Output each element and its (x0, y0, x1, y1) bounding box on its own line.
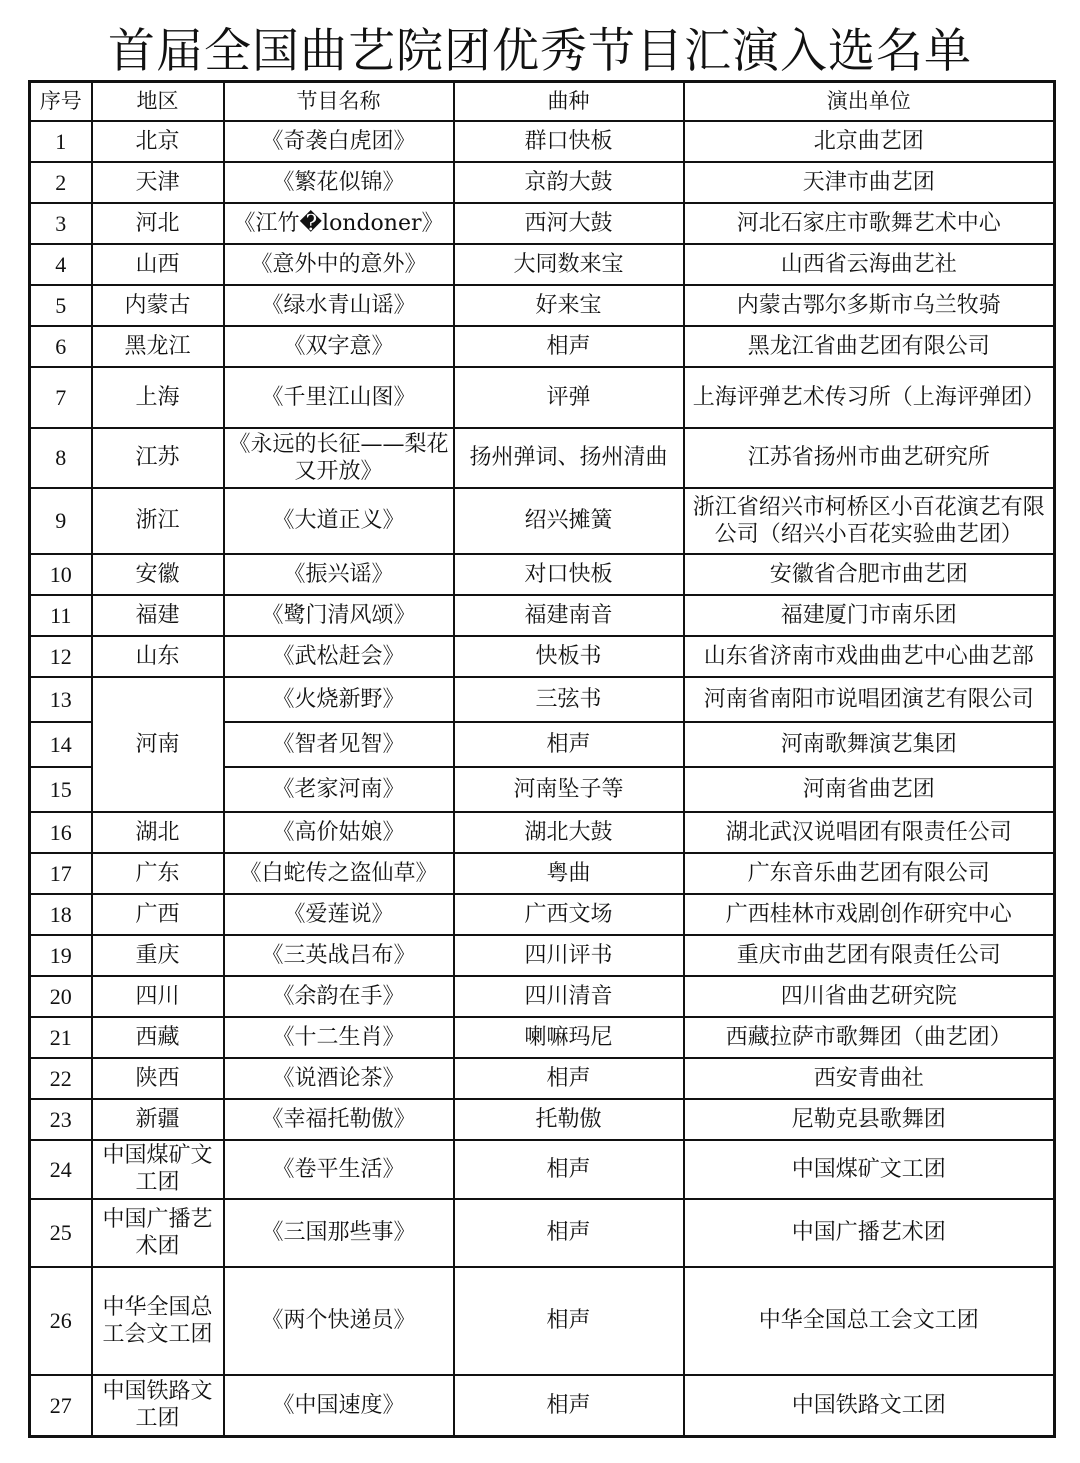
cell-unit: 西安青曲社 (684, 1058, 1055, 1099)
cell-unit: 黑龙江省曲艺团有限公司 (684, 326, 1055, 367)
cell-unit: 福建厦门市南乐团 (684, 595, 1055, 636)
table-row (30, 326, 1055, 367)
cell-unit: 广东音乐曲艺团有限公司 (684, 853, 1055, 894)
table-row (30, 162, 1055, 203)
cell-genre: 京韵大鼓 (454, 162, 684, 203)
cell-genre: 相声 (454, 1267, 684, 1375)
header-row (30, 82, 1055, 121)
cell-region: 山东 (92, 636, 224, 677)
cell-seq: 6 (30, 326, 92, 367)
cell-region: 四川 (92, 976, 224, 1017)
cell-unit: 西藏拉萨市歌舞团（曲艺团） (684, 1017, 1055, 1058)
cell-unit: 中国铁路文工团 (684, 1375, 1055, 1437)
cell-genre: 相声 (454, 1140, 684, 1199)
table-row (30, 853, 1055, 894)
cell-genre: 对口快板 (454, 554, 684, 595)
table-row (30, 285, 1055, 326)
cell-program: 《振兴谣》 (224, 554, 454, 595)
cell-seq: 5 (30, 285, 92, 326)
cell-seq: 16 (30, 812, 92, 853)
cell-genre: 托勒傲 (454, 1099, 684, 1140)
cell-seq: 24 (30, 1140, 92, 1199)
cell-unit: 中华全国总工会文工团 (684, 1267, 1055, 1375)
cell-unit: 天津市曲艺团 (684, 162, 1055, 203)
cell-unit: 河南歌舞演艺集团 (684, 722, 1055, 767)
cell-program: 《中国速度》 (224, 1375, 454, 1437)
cell-seq: 8 (30, 428, 92, 488)
cell-region: 陕西 (92, 1058, 224, 1099)
cell-seq: 3 (30, 203, 92, 244)
cell-unit: 内蒙古鄂尔多斯市乌兰牧骑 (684, 285, 1055, 326)
cell-program: 《大道正义》 (224, 488, 454, 554)
cell-program: 《奇袭白虎团》 (224, 121, 454, 162)
cell-seq: 1 (30, 121, 92, 162)
cell-region: 北京 (92, 121, 224, 162)
cell-seq: 21 (30, 1017, 92, 1058)
header-genre: 曲种 (454, 82, 684, 121)
cell-program: 《智者见智》 (224, 722, 454, 767)
cell-genre: 群口快板 (454, 121, 684, 162)
cell-seq: 14 (30, 722, 92, 767)
table-row (30, 1099, 1055, 1140)
cell-program: 《卷平生活》 (224, 1140, 454, 1199)
cell-region: 中国铁路文工团 (92, 1375, 224, 1437)
table-row (30, 203, 1055, 244)
cell-region: 内蒙古 (92, 285, 224, 326)
table-row (30, 367, 1055, 428)
cell-region: 黑龙江 (92, 326, 224, 367)
cell-unit: 河南省曲艺团 (684, 767, 1055, 812)
cell-program: 《白蛇传之盗仙草》 (224, 853, 454, 894)
cell-genre: 三弦书 (454, 677, 684, 722)
cell-region: 安徽 (92, 554, 224, 595)
cell-region-merged: 河南 (92, 677, 224, 812)
cell-program: 《老家河南》 (224, 767, 454, 812)
cell-program: 《武松赶会》 (224, 636, 454, 677)
cell-seq: 4 (30, 244, 92, 285)
cell-unit: 广西桂林市戏剧创作研究中心 (684, 894, 1055, 935)
table-row (30, 554, 1055, 595)
cell-genre: 绍兴摊簧 (454, 488, 684, 554)
cell-program: 《两个快递员》 (224, 1267, 454, 1375)
header-seq: 序号 (30, 82, 92, 121)
table-row (30, 976, 1055, 1017)
cell-unit: 山东省济南市戏曲曲艺中心曲艺部 (684, 636, 1055, 677)
cell-program: 《高价姑娘》 (224, 812, 454, 853)
cell-region: 湖北 (92, 812, 224, 853)
cell-unit: 江苏省扬州市曲艺研究所 (684, 428, 1055, 488)
cell-unit: 河南省南阳市说唱团演艺有限公司 (684, 677, 1055, 722)
cell-program: 《鹭门清风颂》 (224, 595, 454, 636)
cell-program: 《千里江山图》 (224, 367, 454, 428)
cell-program: 《江竹�londoner》 (224, 203, 454, 244)
cell-genre: 扬州弹词、扬州清曲 (454, 428, 684, 488)
cell-program: 《三英战吕布》 (224, 935, 454, 976)
cell-program: 《幸福托勒傲》 (224, 1099, 454, 1140)
cell-region: 中国广播艺术团 (92, 1199, 224, 1267)
cell-seq: 18 (30, 894, 92, 935)
cell-region: 江苏 (92, 428, 224, 488)
table-row (30, 1140, 1055, 1199)
table-row (30, 244, 1055, 285)
cell-seq: 15 (30, 767, 92, 812)
cell-unit: 中国广播艺术团 (684, 1199, 1055, 1267)
cell-unit: 四川省曲艺研究院 (684, 976, 1055, 1017)
cell-region: 河北 (92, 203, 224, 244)
header-region: 地区 (92, 82, 224, 121)
cell-unit: 北京曲艺团 (684, 121, 1055, 162)
cell-program: 《火烧新野》 (224, 677, 454, 722)
table-row (30, 636, 1055, 677)
cell-seq: 13 (30, 677, 92, 722)
cell-seq: 23 (30, 1099, 92, 1140)
cell-region: 中华全国总工会文工团 (92, 1267, 224, 1375)
cell-genre: 相声 (454, 1375, 684, 1437)
table-row (30, 812, 1055, 853)
cell-seq: 27 (30, 1375, 92, 1437)
table-row (30, 1267, 1055, 1375)
cell-unit: 尼勒克县歌舞团 (684, 1099, 1055, 1140)
cell-genre: 粤曲 (454, 853, 684, 894)
cell-region: 广西 (92, 894, 224, 935)
cell-genre: 广西文场 (454, 894, 684, 935)
table-row (30, 894, 1055, 935)
table-row (30, 1017, 1055, 1058)
cell-genre: 快板书 (454, 636, 684, 677)
table-row (30, 1199, 1055, 1267)
table-row (30, 935, 1055, 976)
cell-seq: 26 (30, 1267, 92, 1375)
cell-unit: 河北石家庄市歌舞艺术中心 (684, 203, 1055, 244)
cell-program: 《三国那些事》 (224, 1199, 454, 1267)
selection-table (28, 80, 1056, 1438)
cell-genre: 评弹 (454, 367, 684, 428)
cell-program: 《余韵在手》 (224, 976, 454, 1017)
cell-region: 上海 (92, 367, 224, 428)
table-row (30, 428, 1055, 488)
cell-region: 新疆 (92, 1099, 224, 1140)
cell-region: 山西 (92, 244, 224, 285)
cell-seq: 2 (30, 162, 92, 203)
cell-region: 天津 (92, 162, 224, 203)
cell-region: 广东 (92, 853, 224, 894)
cell-genre: 好来宝 (454, 285, 684, 326)
cell-unit: 山西省云海曲艺社 (684, 244, 1055, 285)
header-program: 节目名称 (224, 82, 454, 121)
table-row (30, 677, 1055, 722)
table-row (30, 1375, 1055, 1437)
cell-region: 浙江 (92, 488, 224, 554)
cell-seq: 9 (30, 488, 92, 554)
cell-program: 《十二生肖》 (224, 1017, 454, 1058)
cell-seq: 10 (30, 554, 92, 595)
cell-unit: 重庆市曲艺团有限责任公司 (684, 935, 1055, 976)
cell-seq: 22 (30, 1058, 92, 1099)
cell-genre: 相声 (454, 1199, 684, 1267)
cell-genre: 相声 (454, 326, 684, 367)
cell-seq: 12 (30, 636, 92, 677)
cell-genre: 河南坠子等 (454, 767, 684, 812)
cell-genre: 大同数来宝 (454, 244, 684, 285)
cell-genre: 湖北大鼓 (454, 812, 684, 853)
cell-genre: 相声 (454, 1058, 684, 1099)
cell-region: 西藏 (92, 1017, 224, 1058)
cell-region: 重庆 (92, 935, 224, 976)
cell-genre: 四川评书 (454, 935, 684, 976)
cell-unit: 中国煤矿文工团 (684, 1140, 1055, 1199)
table-row (30, 488, 1055, 554)
cell-seq: 25 (30, 1199, 92, 1267)
page-title: 首届全国曲艺院团优秀节目汇演入选名单 (108, 24, 972, 79)
cell-program: 《爱莲说》 (224, 894, 454, 935)
cell-seq: 17 (30, 853, 92, 894)
cell-genre: 四川清音 (454, 976, 684, 1017)
cell-genre: 相声 (454, 722, 684, 767)
cell-unit: 安徽省合肥市曲艺团 (684, 554, 1055, 595)
cell-region: 中国煤矿文工团 (92, 1140, 224, 1199)
cell-unit: 湖北武汉说唱团有限责任公司 (684, 812, 1055, 853)
table-row (30, 595, 1055, 636)
header-unit: 演出单位 (684, 82, 1055, 121)
cell-program: 《永远的长征——梨花又开放》 (224, 428, 454, 488)
cell-region: 福建 (92, 595, 224, 636)
cell-program: 《意外中的意外》 (224, 244, 454, 285)
cell-seq: 20 (30, 976, 92, 1017)
table-row (30, 121, 1055, 162)
cell-program: 《说酒论茶》 (224, 1058, 454, 1099)
cell-seq: 11 (30, 595, 92, 636)
cell-unit: 上海评弹艺术传习所（上海评弹团） (684, 367, 1055, 428)
cell-program: 《繁花似锦》 (224, 162, 454, 203)
cell-seq: 19 (30, 935, 92, 976)
cell-genre: 喇嘛玛尼 (454, 1017, 684, 1058)
cell-unit: 浙江省绍兴市柯桥区小百花演艺有限公司（绍兴小百花实验曲艺团） (684, 488, 1055, 554)
cell-genre: 西河大鼓 (454, 203, 684, 244)
cell-genre: 福建南音 (454, 595, 684, 636)
cell-seq: 7 (30, 367, 92, 428)
cell-program: 《绿水青山谣》 (224, 285, 454, 326)
table-row (30, 1058, 1055, 1099)
cell-program: 《双字意》 (224, 326, 454, 367)
